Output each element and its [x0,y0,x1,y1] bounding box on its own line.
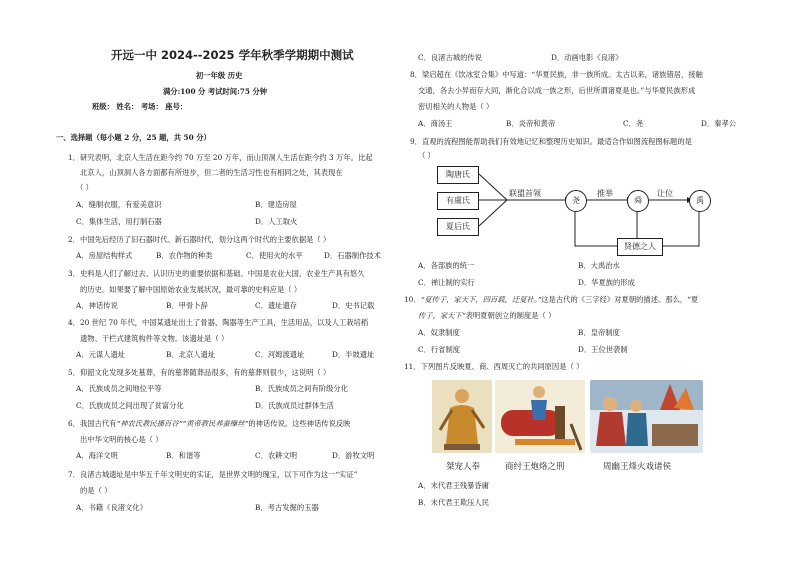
q1-option-d: D．人工取火 [255,217,298,226]
q6-option-a: A．海洋文明 [76,451,118,460]
q5-option-d: D．氏族成员过群体生活 [255,401,334,410]
q9-option-b: B．大禹治水 [578,261,620,270]
q9-line1: 9．直观的流程图能帮助我们有效地记忆和整理历史知识。最适合作如图流程图标题的是 [410,137,692,146]
q3-option-c: C．遗址遗存 [255,301,298,310]
q8-option-b: B．炎帝和黄帝 [506,119,556,128]
q6-option-d: D．游牧文明 [332,451,375,460]
tribe-box-taotang: 陶唐氏 [437,166,479,184]
q8-line3: 密切相关的人物是（ ） [418,102,494,111]
q3-option-d: D．史书记载 [332,301,375,310]
recommend-label: 推举 [597,189,613,198]
q5-option-c: C．氏族成员之间出现了贫富分化 [76,401,184,410]
q7-line2: 的是（ ） [80,486,112,495]
abdicate-label: 让位 [657,189,673,198]
section-heading: 一、选择题（每小题 2 分，25 题，共 50 分） [56,133,211,142]
q8-option-a: A．商汤王 [418,119,453,128]
q7-option-b: B．考古发掘的玉器 [255,503,319,512]
q3-option-a: A．神话传说 [76,301,118,310]
zhou-king-picture [495,380,585,453]
q4-option-d: D．半坡遗址 [332,350,375,359]
q1-option-a: A．缝制衣服，有爱美意识 [76,200,162,209]
q10-line1 [404,295,698,305]
grade-subject: 初一年级 历史 [196,71,243,80]
q4-option-a: A．元谋人遗址 [76,350,126,359]
q6-line1 [68,419,350,429]
q4-line2: 遗物、干栏式建筑构件等文物。该遗址是（ ） [80,334,229,343]
q9-option-a: A．各部族的统一 [418,261,475,270]
ruler-shun: 舜 [627,190,649,212]
q10-line2-end: 表明夏朝创立的制度是（ ） [465,311,556,320]
q10-option-b: B．皇帝制度 [578,328,620,337]
q6-line2: 出中华文明的核心是（ ） [80,435,163,444]
q10-option-c: C．行省制度 [418,345,461,354]
q9-line2: （ ） [418,151,435,160]
q5-line1: 5．仰韶文化发现多处墓葬，有的墓葬随葬品很多，有的墓葬则很少，这说明（ ） [68,368,331,377]
q2-option-c: C．使用火的水平 [246,251,303,260]
q4-option-c: C．河姆渡遗址 [255,350,305,359]
q7-line1: 7．良渚古城遗址是中华五千年文明史的实证，是世界文明的瑰宝，以下可作为这一“实证” [68,470,358,479]
q8-line2: 交通，各去小异而存大同，渐化合以成一族之形，后世所谓诸夏是也。”与华夏民族形成 [418,86,696,95]
q11-option-a: A．末代君王残暴昏庸 [418,481,489,490]
q10-number: 10． [404,295,421,304]
virtue-box: 贤德之人 [617,238,663,256]
q7-option-c: C．良渚古城的传说 [418,53,482,62]
q8-line1: 8．梁启超在《饮冰室合集》中写道：“华夏民族，非一族所成。太古以来，诸族错居，接触 [410,70,703,79]
student-fields: 班级： 姓名： 考场： 座号： [92,102,188,111]
q1-option-b: B．建造房屋 [255,200,297,209]
q10-quote-2: 传子，家天下” [418,311,466,320]
q2-line1: 2．中国先后经历了旧石器时代、新石器时代，划分这两个时代的主要依据是（ ） [68,235,331,244]
q10-option-a: A．奴隶制度 [418,328,460,337]
q9-option-d: D．华夏族的形成 [578,278,635,287]
q7-option-d: D．动画电影《良渚》 [551,53,623,62]
q11-line1: 11．下列图片反映夏、商、西周灭亡的共同原因是（ ） [404,362,584,371]
q1-option-c: C．集体生活，用打制石器 [76,217,162,226]
q1-line3: （ ） [76,183,93,192]
q10-option-d: D．王位世袭制 [578,345,628,354]
q3-line1: 3．史料是人们了解过去、认识历史的重要依据和基础。中国是农业大国，农业生产具有悠久 [68,269,365,278]
caption-shang: 商纣王炮烙之刑 [505,462,565,472]
q3-line2: 的历史。如果要了解中国原始农业发展状况，最可靠的史料应是（ ） [80,285,302,294]
q1-line2: 北京人，山顶洞人各方面都有所进步，但二者的生活习性也有相同之处，其表现在 [80,168,343,177]
q6-line1-end: 的神话传说。这些神话传说反映 [248,419,351,428]
q4-option-b: B．北京人遗址 [166,350,216,359]
beacon-fire-illustration [590,380,703,453]
q5-option-b: B．氏族成员之间有阶级分化 [255,384,348,393]
tribe-box-youyu: 有虞氏 [437,192,479,210]
tribe-box-xiahou: 夏后氏 [437,218,479,236]
q1-line1: 1．研究表明，北京人生活在距今约 70 万至 20 万年，而山顶洞人生活在距今约 3 万年。比起 [68,153,373,162]
caption-zhou: 周幽王烽火戏诸侯 [603,462,672,472]
q10-line2 [418,311,555,321]
q9-option-c: C．禅让制的实行 [418,278,475,287]
q5-option-a: A．氏族成员之间地位平等 [76,384,162,393]
q10-line1-end: 这是古代的《三字经》对夏朝的描述。那么，“夏 [541,295,699,304]
q6-line1-start: 6．我国古代有 [68,419,117,428]
q7-option-a: A．书籍《良渚文化》 [76,503,147,512]
q2-option-d: D．石器制作技术 [324,251,381,260]
caption-jie: 桀宠人奉 [446,462,481,472]
q11-option-b: B．末代君王欺压人民 [418,498,490,507]
q8-option-d: D．秦孝公 [701,119,737,128]
ruler-yu: 禹 [689,190,711,212]
jie-picture [432,380,492,453]
q4-line1: 4．20 世纪 70 年代，中国某遗址出土了骨器、陶器等生产工具，生活用品，以及人工栽培稻 [68,318,369,327]
q10-quote: “夏传子，家天下，四百载，迁夏社。” [420,295,542,304]
ruler-yao: 尧 [565,190,587,212]
q2-option-b: B．农作物的种类 [156,251,213,260]
jie-illustration [432,380,492,453]
q6-option-c: C．农耕文明 [255,451,298,460]
q6-option-b: B．和谐等 [166,451,201,460]
q6-quote: “神农氏教民播百谷”“黄帝教民养蚕缫丝” [116,419,249,428]
exam-title: 开远一中 2024--2025 学年秋季学期期中测试 [111,48,354,62]
succession-flow-diagram [437,160,727,260]
zhouyou-picture [590,380,703,453]
q3-option-b: B．甲骨卜辞 [166,301,208,310]
shang-torture-illustration [495,380,585,453]
alliance-label: 联盟首领 [509,189,541,198]
q2-option-a: A．房屋结构样式 [76,251,133,260]
q8-option-c: C．尧 [623,119,644,128]
score-time: 满分:100 分 考试时间:75 分钟 [163,87,268,96]
